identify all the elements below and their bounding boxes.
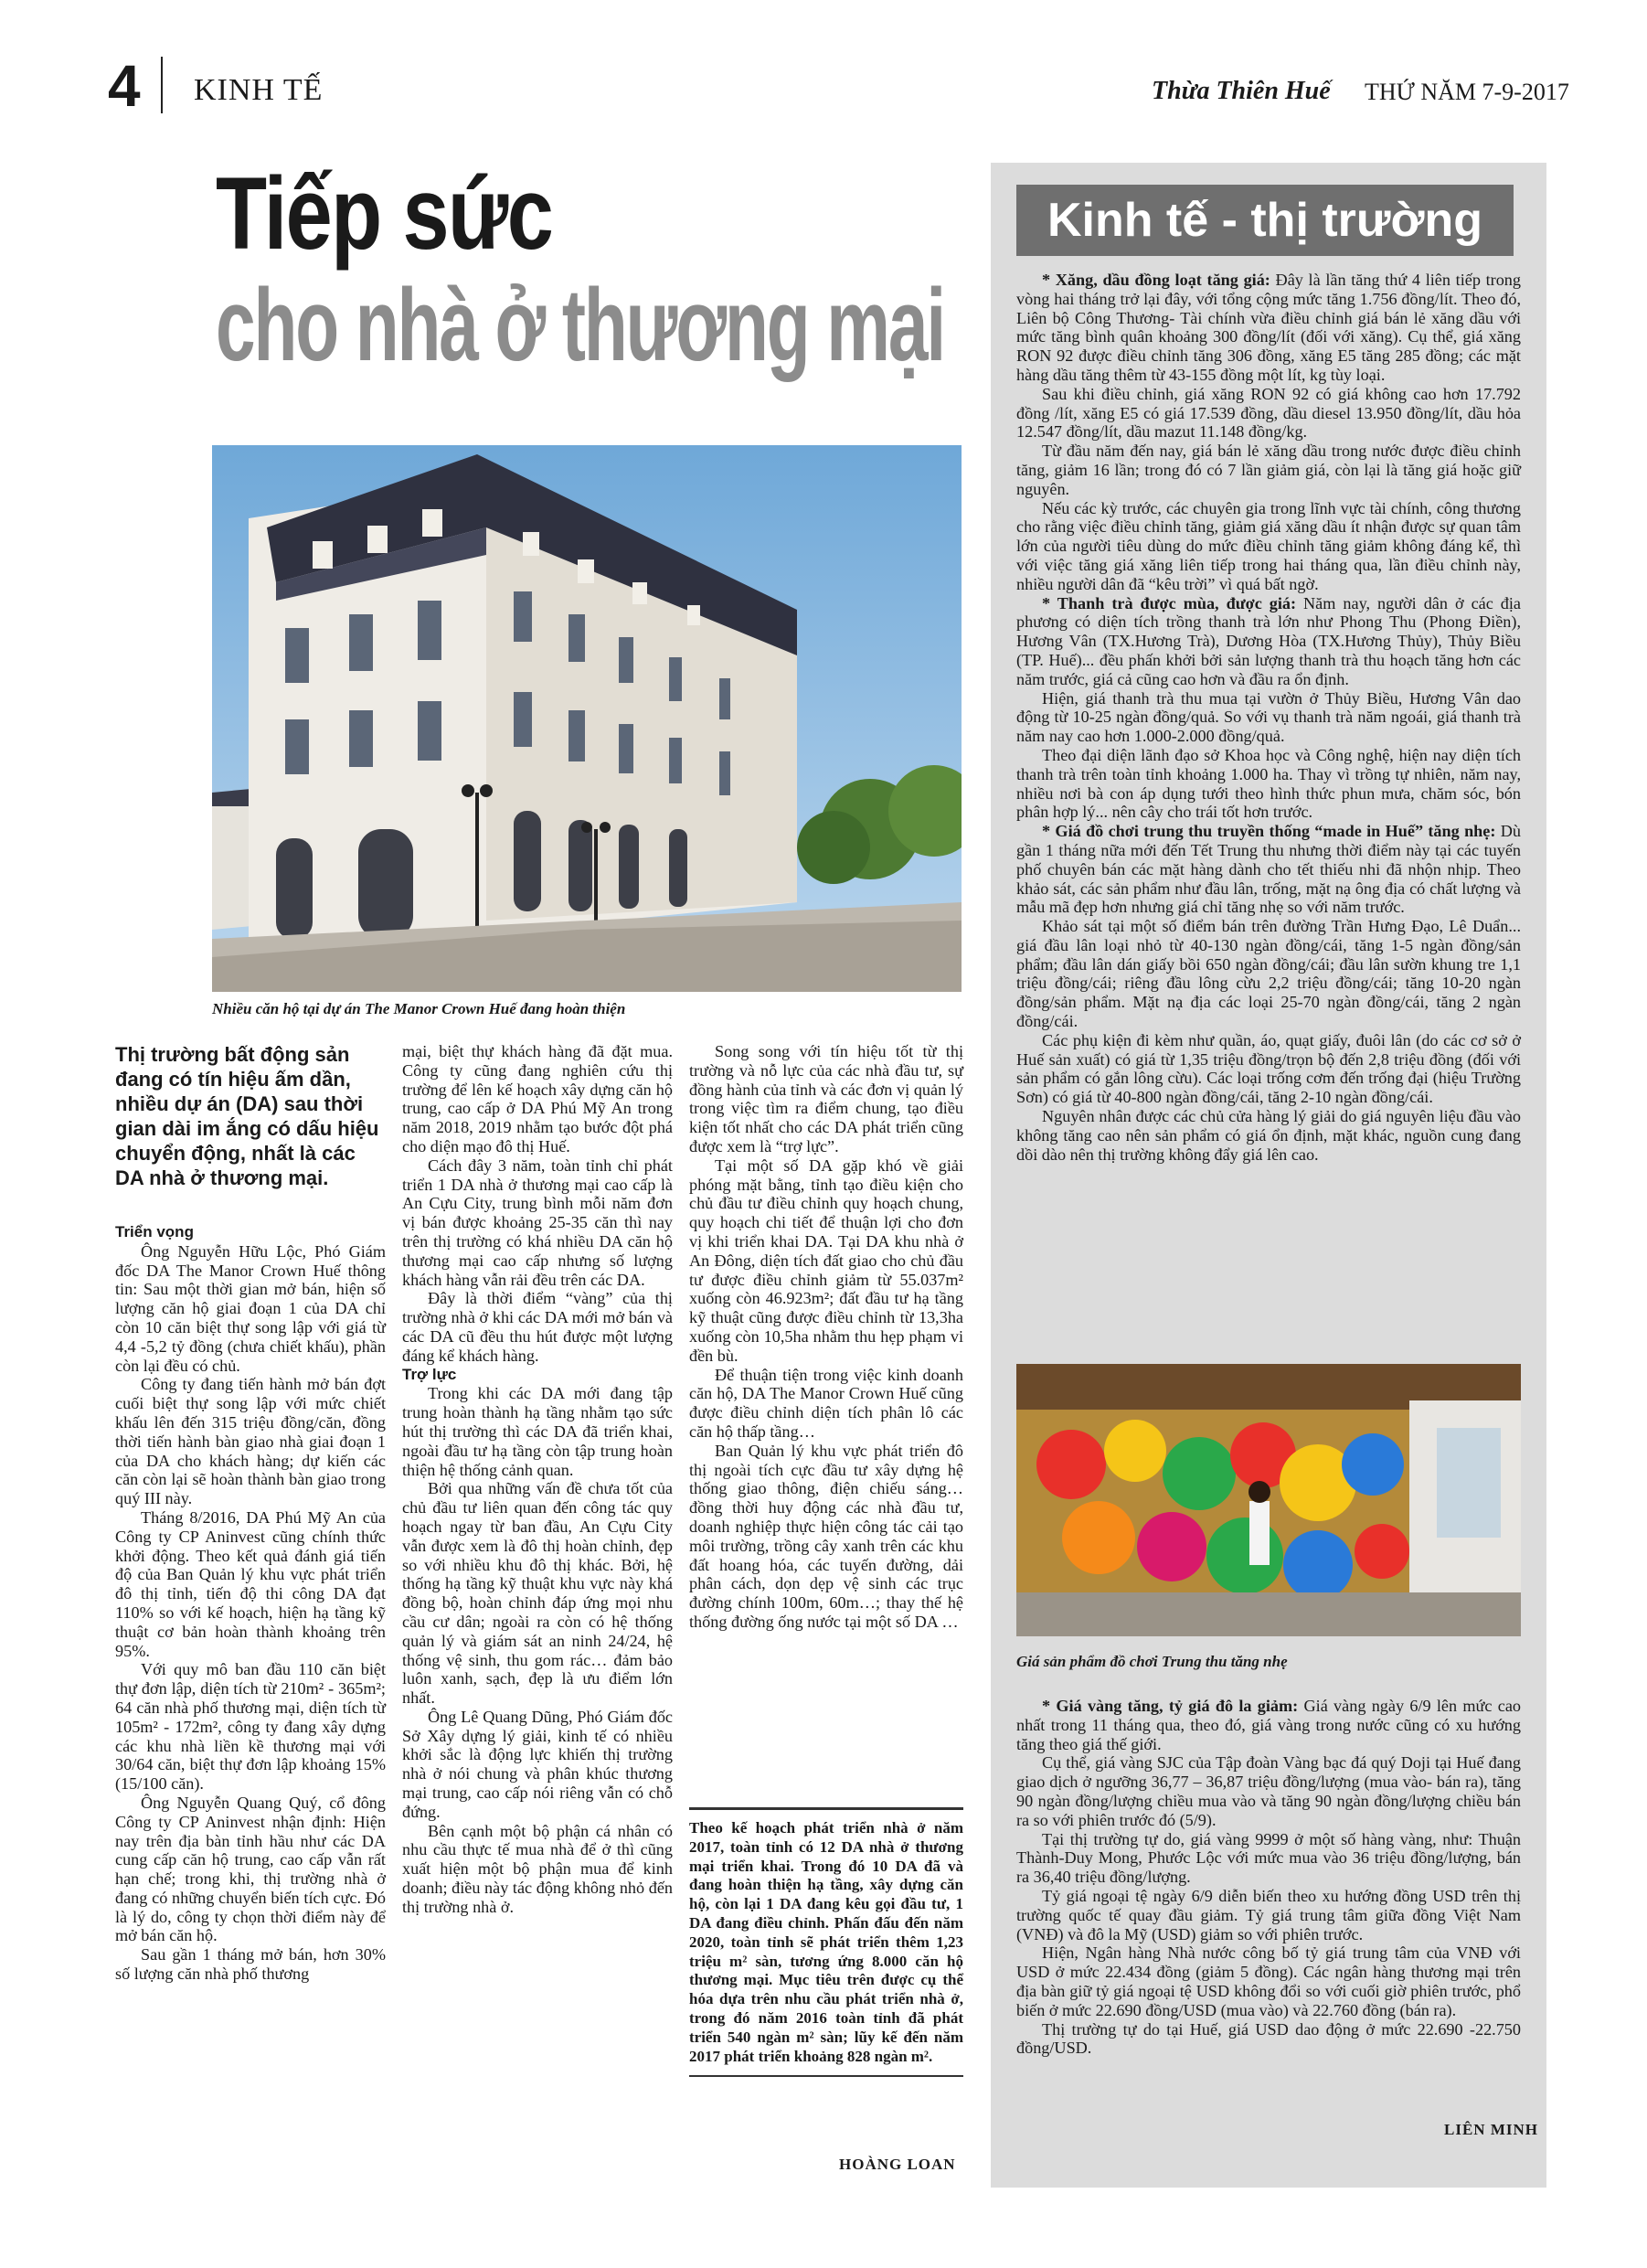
news-paragraph (1016, 689, 1521, 746)
news-text: Tại thị trường tự do, giá vàng 9999 ở một số hàng vàng, như: Thuận Thành-Duy Mong, Phước Lộc với mức mua vào 36 triệu đồng/lượng, bán ra 36,40 triệu đồng/lượng. (1016, 1829, 1521, 1887)
news-paragraph (1016, 594, 1521, 689)
article-column-2 (402, 1042, 673, 1917)
lantern-shop-photo (1016, 1364, 1521, 1636)
paragraph: Tháng 8/2016, DA Phú Mỹ An của Công ty CP Aninvest cũng chính thức khởi động. Theo kết quả đánh giá tiến độ của Ban Quản lý khu vực phát triển đô thị tỉnh, tiến độ thi công DA đạt 110% so với kế hoạch, hiện hạ tầng kỹ thuật cơ bản hoàn thành khoảng trên 95%. (115, 1507, 386, 1660)
article-lead: Thị trường bất động sản đang có tín hiệu ấm dần, nhiều dự án (DA) sau thời gian dài im ắng có dấu hiệu chuyển động, nhất là các DA nhà ở thương mại. (115, 1043, 379, 1189)
news-paragraph (1016, 1697, 1521, 1753)
news-text: Hiện, giá thanh trà thu mua tại vườn ở Thủy Biều, Hương Vân dao động từ 10-25 ngàn đồng/quả. So với vụ thanh trà năm ngoái, giá thanh trà năm nay cao hơn 1.000-2.000 đồng/quả. (1016, 688, 1521, 746)
news-text: Dù gần 1 tháng nữa mới đến Tết Trung thu nhưng thời điểm này tại các tuyến phố chuyên bán các mặt hàng dành cho tết thiếu nhi đã nhộn nhịp. Theo khảo sát, các sản phẩm như đầu lân, trống, mặt nạ ông địa có chất lượng và mẫu mã đẹp hơn nhưng giá chỉ tăng nhẹ so với năm trước. (1016, 822, 1521, 917)
news-paragraph (1016, 1887, 1521, 1943)
paragraph: Song song với tín hiệu tốt từ thị trường và nỗ lực của các nhà đầu tư, sự đồng hành của tỉnh và các đơn vị quản lý trong việc tìm ra điểm chung, tạo điều kiện tốt nhất cho các DA phát triển cũng được xem là “trợ lực”. (689, 1042, 963, 1155)
paragraph: Ông Lê Quang Dũng, Phó Giám đốc Sở Xây dựng lý giải, kinh tế có nhiều khởi sắc là động lực khiến thị trường nhà ở nói chung và phân khúc thương mại trung, cao cấp nói riêng vẫn có chỗ đứng. (402, 1707, 673, 1821)
building-photo (212, 445, 962, 992)
news-text: Hiện, Ngân hàng Nhà nước công bố tỷ giá trung tâm của VNĐ với USD ở mức 22.434 đồng (giảm 5 đồng). Các ngân hàng thương mại trên địa bàn giữ tỷ giá ngoại tệ USD không đổi so với cuối giờ phiên trước, phổ biến ở mức 22.690 đồng/USD (mua vào) và 22.760 đồng (bán ra). (1016, 1943, 1521, 2019)
news-text: Theo đại diện lãnh đạo sở Khoa học và Công nghệ, hiện nay diện tích thanh trà trên toàn tỉnh khoảng 1.000 ha. Thay vì trồng tự nhiên, năm nay, nhiều nơi bà con áp dụng tưới theo hình thức phun mưa, chăm sóc, bón phân hợp lý... nên cây cho trái tốt hơn trước. (1016, 745, 1521, 822)
subheading: Triển vọng (115, 1223, 194, 1240)
issue-date: THỨ NĂM 7-9-2017 (1365, 79, 1569, 105)
news-paragraph (1016, 746, 1521, 822)
news-text: Thị trường tự do tại Huế, giá USD dao động ở mức 22.690 -22.750 đồng/USD. (1016, 2019, 1521, 2058)
news-text: Năm nay, người dân ở các địa phương có diện tích trồng thanh trà lớn như Phong Thu (Phong Điền), Hương Vân (TX.Hương Trà), Dương Hòa (TX.Hương Thủy), Thủy Biều (TP. Huế)... đều phấn khởi bởi sản lượng thanh trà thu hoạch tăng hơn các năm trước, giá cả cũng cao hơn và đầu ra ổn định. (1016, 593, 1522, 688)
page-number: 4 (108, 53, 141, 119)
news-paragraph (1016, 917, 1521, 1031)
news-text: Giá vàng ngày 6/9 lên mức cao nhất trong 11 tháng qua, theo đó, giá vàng trong nước cũng có xu hướng tăng theo giá thế giới. (1016, 1697, 1521, 1753)
paragraph: Trong khi các DA mới đang tập trung hoàn thành hạ tầng nhằm tạo sức hút thị trường thì các DA đã triển khai, ngoài đầu tư hạ tầng còn tập trung hoàn thiện hệ thống cảnh quan. (402, 1384, 673, 1479)
news-paragraph (1016, 1107, 1521, 1164)
news-paragraph (1016, 385, 1521, 442)
news-text: Nếu các kỳ trước, các chuyên gia trong lĩnh vực tài chính, công thương cho rằng việc điều chỉnh tăng, giảm giá xăng dầu ít nhận được sự quan tâm lớn của người tiêu dùng do mức điều chỉnh tăng giảm không đáng kể, thì với việc tăng giá xăng liên tiếp trong hai tháng qua, lần điều chỉnh này, nhiều người dân đã “kêu trời” vì quá bất ngờ. (1016, 498, 1521, 593)
paragraph: Bên cạnh một bộ phận cá nhân có nhu cầu thực tế mua nhà để ở thì cũng xuất hiện một bộ phận mua để kinh doanh; điều này tác động không nhỏ đến thị trường nhà ở. (402, 1821, 673, 1916)
sidebar-byline: LIÊN MINH (1444, 2121, 1538, 2138)
news-paragraph (1016, 1031, 1521, 1107)
news-paragraph (1016, 1830, 1521, 1887)
section-title: KINH TẾ (194, 73, 324, 107)
news-lead: * Giá vàng tăng, tỷ giá đô la giảm: (1042, 1697, 1299, 1715)
paragraph: Tại một số DA gặp khó về giải phóng mặt bằng, tỉnh tạo điều kiện cho chủ đầu tư điều chỉnh quy hoạch chung, quy hoạch chi tiết để thuận lợi cho đơn vị khi triển khai DA. Tại DA khu nhà ở An Đông, diện tích đất giao cho chủ đầu tư được điều chỉnh giảm từ 55.037m² xuống còn 46.923m²; đất đầu tư hạ tầng kỹ thuật cũng được điều chỉnh từ 13,3ha xuống còn 10,5ha nhằm thu hẹp phạm vi đền bù. (689, 1155, 963, 1365)
news-text: Tỷ giá ngoại tệ ngày 6/9 diễn biến theo xu hướng đồng USD trên thị trường quốc tế quay đầu giảm. Tỷ giá trung tâm giữa đồng Việt Nam (VNĐ) và đô la Mỹ (USD) giảm so với phiên trước. (1016, 1886, 1521, 1943)
paragraph: Sau gần 1 tháng mở bán, hơn 30% số lượng căn nhà phố thương (115, 1945, 386, 1984)
highlight-box: Theo kế hoạch phát triển nhà ở năm 2017, toàn tỉnh có 12 DA nhà ở thương mại triển khai. Trong đó 10 DA đã và đang hoàn thiện hạ tầng, xây dựng căn hộ, còn lại 1 DA đang kêu gọi đầu tư, 1 DA đang điều chỉnh. Phấn đấu đến năm 2020, toàn tỉnh sẽ phát triển thêm 1,23 triệu m² sàn, tương ứng 8.000 căn hộ thương mại. Mục tiêu trên được cụ thể hóa dựa trên nhu cầu phát triển nhà ở, trong đó năm 2016 toàn tỉnh đã phát triển 540 ngàn m² sàn; lũy kế đến năm 2017 phát triển khoảng 828 ngàn m². (689, 1807, 963, 2077)
headline-line2: cho nhà ở thương mại (216, 268, 945, 382)
photo-caption: Nhiều căn hộ tại dự án The Manor Crown Huế đang hoàn thiện (212, 1000, 626, 1017)
sidebar-photo-caption: Giá sản phẩm đồ chơi Trung thu tăng nhẹ (1016, 1653, 1288, 1670)
paragraph: Ông Nguyễn Hữu Lộc, Phó Giám đốc DA The Manor Crown Huế thông tin: Sau một thời gian mở bán, hiện số lượng căn hộ giai đoạn 1 của DA chỉ còn 10 căn biệt thự song lập với giá từ 4,4 -5,2 tỷ đồng (chưa chiết khấu), phần còn lại đều có chủ. (115, 1241, 386, 1375)
paragraph: Công ty đang tiến hành mở bán đợt cuối biệt thự song lập với mức chiết khấu lên đến 315 triệu đồng/căn, đồng thời tiến hành bàn giao nhà giai đoạn 1 của DA cho khách hàng; dự kiến các căn còn lại sẽ hoàn thành bàn giao trong quý III này. (115, 1375, 386, 1508)
headline-line1: Tiếp sức (216, 156, 553, 271)
article-column-1 (115, 1223, 386, 1984)
news-text: Sau khi điều chỉnh, giá xăng RON 92 có giá không cao hơn 17.792 đồng /lít, xăng E5 có giá 17.539 đồng, dầu diesel 13.950 đồng/lít, dầu hỏa 12.547 đồng/lít, dầu mazut 11.148 đồng/kg. (1016, 384, 1521, 442)
header-divider (161, 57, 163, 113)
sidebar-news-2 (1016, 1697, 1521, 2058)
paragraph: Với quy mô ban đầu 110 căn biệt thự đơn lập, diện tích từ 210m² - 365m²; 64 căn nhà phố thương mại, diện tích từ 105m² - 172m², công ty đang xây dựng các khu nhà liền kề thương mại với 30/64 căn, biệt thự đơn lập khoảng 15% (15/100 căn). (115, 1660, 386, 1794)
news-paragraph (1016, 1943, 1521, 2019)
paragraph: Ban Quản lý khu vực phát triển đô thị ngoài tích cực đầu tư xây dựng hệ thống giao thông, điện chiếu sáng…đồng thời huy động các nhà đầu tư, doanh nghiệp thực hiện công tác cải tạo môi trường, trồng cây xanh trên các khu đất hoang hóa, các tuyến đường, dải phân cách, dọn dẹp vệ sinh các trục đường chính 100m, 60m…; thay thế hệ thống đường ống nước tại một số DA … (689, 1441, 963, 1631)
paragraph: Cách đây 3 năm, toàn tỉnh chỉ phát triển 1 DA nhà ở thương mại cao cấp là An Cựu City, trung bình mỗi năm đơn vị bán được khoảng 25-35 căn thì nay trên thị trường có khá nhiều DA căn hộ thương mại cao cấp nhưng số lượng khách hàng vẫn rải đều trên các DA. (402, 1155, 673, 1289)
news-lead: * Thanh trà được mùa, được giá: (1042, 593, 1297, 612)
article-column-3 (689, 1042, 963, 1632)
sidebar-news-1 (1016, 271, 1521, 1164)
sidebar-title: Kinh tế - thị trường (1016, 185, 1514, 256)
paragraph: Bởi qua những vấn đề chưa tốt của chủ đầu tư liên quan đến công tác quy hoạch ngay từ ban đầu, An Cựu City vẫn được xem là đô thị hoàn chỉnh, đẹp so với nhiều khu đô thị khác. Bởi, hệ thống hạ tầng kỹ thuật khu vực này khá đồng bộ, hoàn chỉnh đáp ứng mọi nhu cầu cư dân; ngoài ra còn có hệ thống quản lý và giám sát an ninh 24/24, hệ thống vệ sinh, thu gom rác… đảm bảo luôn xanh, sạch, đẹp là ưu điểm lớn nhất. (402, 1479, 673, 1708)
news-text: Đây là lần tăng thứ 4 liên tiếp trong vòng hai tháng trở lại đây, với tổng cộng mức tăng 1.756 đồng/lít. Theo đó, Liên bộ Công Thương- Tài chính vừa điều chỉnh giá bán lẻ xăng dầu với mức tăng bình quân khoảng 300 đồng/lít (đối với xăng). Cụ thể, giá xăng RON 92 được điều chỉnh tăng 306 đồng, xăng E5 tăng 285 đồng; các mặt hàng dầu tăng thêm từ 43-155 đồng một lít, kg tùy loại. (1016, 271, 1521, 384)
news-text: Cụ thể, giá vàng SJC của Tập đoàn Vàng bạc đá quý Doji tại Huế đang giao dịch ở ngưỡng 36,77 – 36,87 triệu đồng/lượng (mua vào- bán ra), tăng 90 ngàn đồng/lượng chiều mua vào và tăng 90 ngàn đồng/lượng chiều bán ra so với phiên trước đó (5/9). (1016, 1753, 1521, 1829)
news-text: Nguyên nhân được các chủ cửa hàng lý giải do giá nguyên liệu đầu vào không tăng cao nên sản phẩm có giá ổn định, mặt khác, nguồn cung đang dồi dào nên thị trường không đẩy giá lên cao. (1016, 1107, 1521, 1164)
article-byline: HOÀNG LOAN (839, 2156, 956, 2173)
publication-name: Thừa Thiên Huế (1152, 77, 1331, 105)
news-paragraph (1016, 442, 1521, 498)
subheading: Trợ lực (402, 1365, 457, 1383)
news-paragraph (1016, 499, 1521, 594)
news-paragraph (1016, 1753, 1521, 1829)
news-paragraph (1016, 271, 1521, 385)
news-text: Các phụ kiện đi kèm như quần, áo, quạt giấy, đuôi lân (do các cơ sở ở Huế sản xuất) có giá từ 1,35 triệu đồng/trọn bộ đến 2,8 triệu đồng (đối với sản phẩm có gắn lông cừu). Các loại trống cơm đến trống đại (hiệu Trường Sơn) có giá từ 40-800 ngàn đồng/cái, tăng 2-10 ngàn đồng/cái. (1016, 1030, 1521, 1107)
news-paragraph (1016, 822, 1521, 917)
news-lead: * Xăng, dầu đồng loạt tăng giá: (1042, 271, 1270, 289)
paragraph: mại, biệt thự khách hàng đã đặt mua. Công ty cũng đang nghiên cứu thị trường để lên kế hoạch xây dựng căn hộ trung, cao cấp ở DA Phú Mỹ An trong năm 2018, 2019 nhằm tạo bước đột phá cho diện mạo đô thị Huế. (402, 1042, 673, 1155)
news-paragraph (1016, 2020, 1521, 2059)
news-lead: * Giá đồ chơi trung thu truyền thống “made in Huế” tăng nhẹ: (1042, 822, 1496, 841)
paragraph: Để thuận tiện trong việc kinh doanh căn hộ, DA The Manor Crown Huế cũng được điều chỉnh diện tích phân lô các căn hộ thấp tầng… (689, 1365, 963, 1441)
news-text: Khảo sát tại một số điểm bán trên đường Trần Hưng Đạo, Lê Duẩn... giá đầu lân loại nhỏ từ 40-130 ngàn đồng/cái, tăng 1-5 ngàn đồng/sản phẩm; đầu lân dán giấy bồi 650 ngàn đồng/cái; đầu lân sườn khung tre 1,1 triệu đồng/cái; riêng đầu lông cừu 2,2 triệu đồng/cái; tăng 10-20 ngàn đồng/sản phẩm. Mặt nạ địa các loại 25-70 ngàn đồng/cái, tăng 2 ngàn đồng/cái. (1016, 917, 1521, 1031)
paragraph: Ông Nguyễn Quang Quý, cổ đông Công ty CP Aninvest nhận định: Hiện nay trên địa bàn tỉnh hầu như các DA cung cấp căn hộ trung, cao cấp vẫn rất hạn chế; trong khi, thị trường nhà ở đang có những chuyển biến tích cực. Đó là lý do, công ty chọn thời điểm này để mở bán căn hộ. (115, 1793, 386, 1945)
news-text: Từ đầu năm đến nay, giá bán lẻ xăng dầu trong nước được điều chỉnh tăng, giảm 16 lần; trong đó có 7 lần giảm giá, còn lại là tăng giá hoặc giữ nguyên. (1016, 442, 1521, 498)
paragraph: Đây là thời điểm “vàng” của thị trường nhà ở khi các DA mới mở bán và các DA cũ đều thu hút được một lượng đáng kể khách hàng. (402, 1289, 673, 1365)
